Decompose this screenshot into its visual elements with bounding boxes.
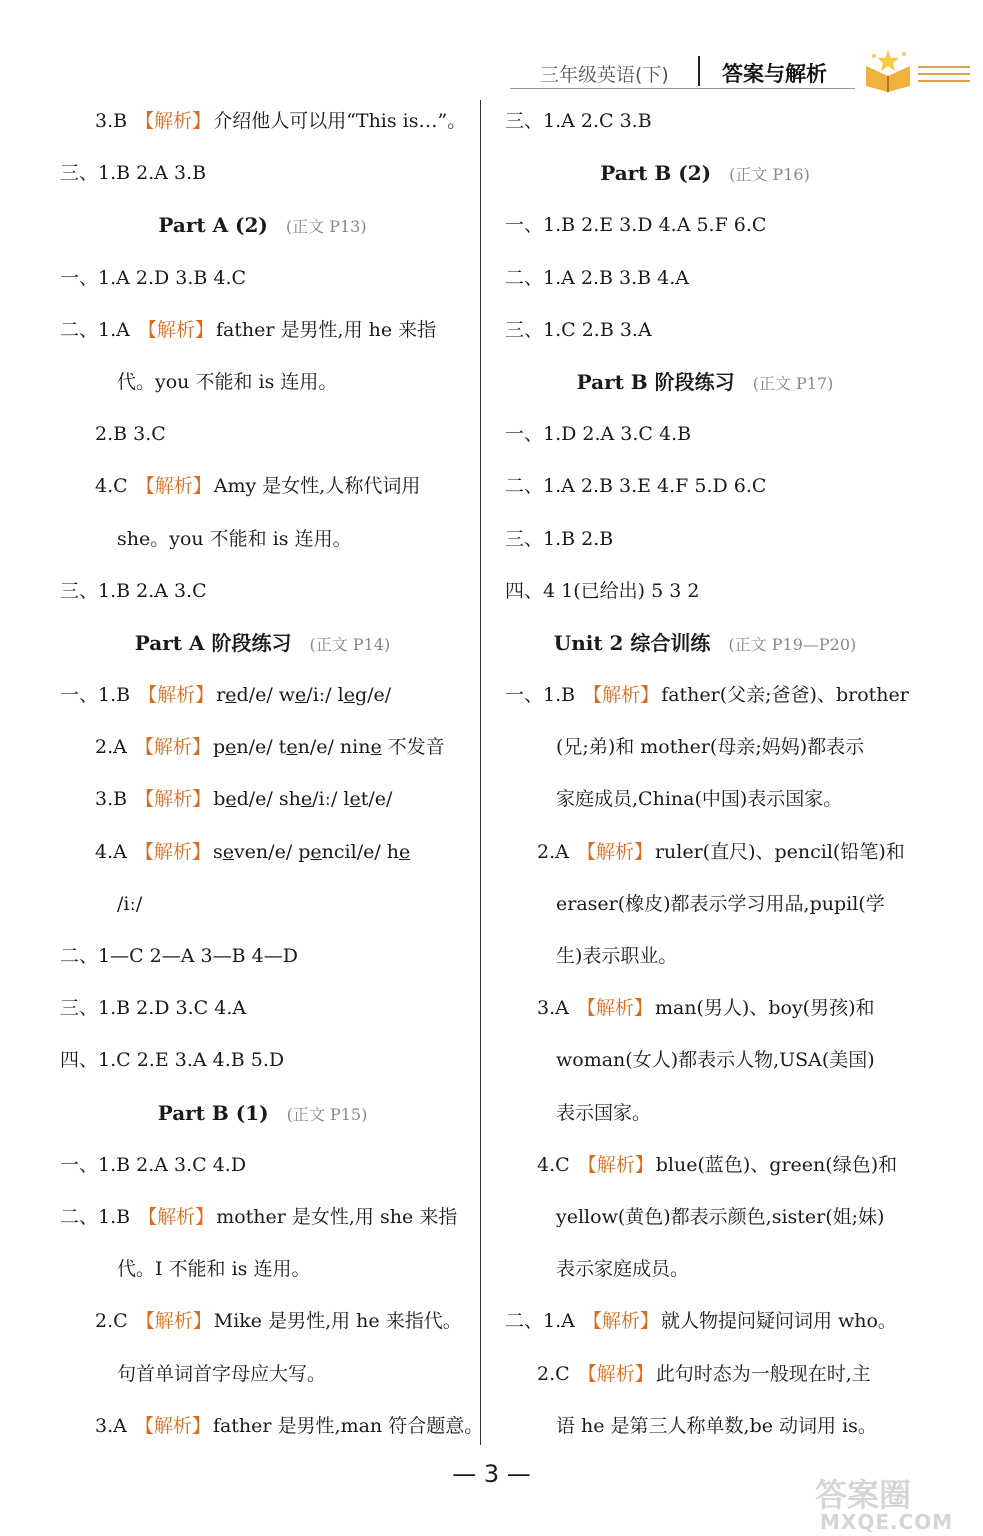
answer-text: 不发音 [381, 736, 445, 759]
answer-text: she。you 不能和 is 连用。 [117, 527, 352, 550]
answer-line [60, 1295, 465, 1347]
answer-text: /iː/ l [306, 684, 344, 707]
answer-text: b [213, 788, 226, 811]
answer-text: 二、1.A [505, 1310, 581, 1333]
answer-text: 四、4 1(已给出) 5 3 2 [505, 579, 700, 602]
answer-text: Part B (1) [157, 1100, 269, 1125]
answer-line [505, 1400, 905, 1452]
answer-text: 3.B [95, 110, 134, 132]
answer-text: 二、1.B [60, 1205, 137, 1228]
analysis-tag: 【 解析 】 [578, 1363, 654, 1385]
answer-text: 二、1.A 2.B 3.B 4.A [505, 266, 689, 289]
header-section: 答案与解析 [722, 62, 827, 86]
underlined-letter: e [310, 840, 322, 863]
answer-text: 此句时态为一般现在时,主 [655, 1362, 871, 1385]
answer-line [60, 1034, 465, 1086]
analysis-tag: 【 解析 】 [136, 475, 212, 497]
answer-text: 2.A [537, 840, 575, 863]
answer-text: d/e/ w [236, 684, 296, 707]
analysis-tag: 【 解析 】 [135, 110, 211, 132]
answer-text: father 是男性,用 he 来指 [215, 318, 437, 341]
answer-text: ven/e/ p [233, 840, 311, 863]
answer-line [60, 565, 465, 617]
answer-text: 3.B [95, 788, 134, 811]
answer-line [505, 721, 905, 773]
analysis-tag: 【 解析 】 [136, 1310, 212, 1332]
answer-text: 表示家庭成员。 [556, 1258, 690, 1281]
answer-text: p [212, 736, 226, 759]
answer-text: man(男人)、boy(男孩)和 [654, 997, 875, 1020]
answer-text: s [212, 840, 223, 863]
answer-line [505, 878, 905, 930]
answer-line [60, 826, 465, 878]
answer-text: Part A (2) [158, 213, 268, 238]
answer-text: Part B 阶段练习 [576, 369, 735, 394]
analysis-tag: 【 解析 】 [138, 319, 214, 341]
answer-text: father 是男性,man 符合题意。 [212, 1414, 484, 1437]
page-number: — 3 — [452, 1460, 531, 1488]
answer-text: Mike 是男性,用 he 来指代。 [213, 1310, 462, 1333]
underlined-letter: e [300, 788, 313, 811]
answer-text: eraser(橡皮)都表示学习用品,pupil(学 [556, 892, 885, 915]
answer-text: 2.C [537, 1362, 576, 1385]
watermark [815, 1470, 980, 1536]
answer-line [60, 982, 465, 1034]
answer-text: 2.A [95, 736, 133, 759]
answer-line [60, 356, 465, 408]
answer-line [505, 356, 905, 408]
answer-text: /iː/ [117, 892, 143, 915]
answer-line [60, 147, 465, 199]
answer-text: 三、1.B 2.A 3.B [60, 162, 207, 185]
underlined-letter: e [286, 736, 298, 759]
answer-text: 三、1.A 2.C 3.B [505, 110, 652, 132]
answer-text: n/e/ t [236, 736, 287, 759]
answer-line [60, 513, 465, 565]
answer-line [505, 669, 909, 721]
answer-text: 一、1.B 2.E 3.D 4.A 5.F 6.C [505, 214, 767, 237]
header-decor-lines [918, 66, 970, 87]
page-reference: (正文 P17) [752, 373, 834, 393]
answer-line [505, 982, 905, 1034]
answer-line [60, 408, 465, 460]
answer-text: ruler(直尺)、pencil(铅笔)和 [654, 840, 905, 863]
analysis-tag: 【 解析 】 [135, 736, 211, 758]
answer-line [60, 878, 465, 930]
answer-text: 二、1—C 2—A 3—B 4—D [60, 945, 298, 967]
answer-text: 句首单词首字母应大写。 [117, 1362, 327, 1385]
answer-text: blue(蓝色)、green(绿色)和 [655, 1153, 898, 1176]
answer-line [60, 252, 465, 304]
answer-text: mother 是女性,用 she 来指 [216, 1205, 458, 1228]
answer-text: Amy 是女性,人称代词用 [213, 475, 421, 498]
answer-line [505, 252, 905, 304]
answer-line [60, 773, 465, 825]
answer-line [505, 1087, 905, 1139]
answer-line [505, 513, 905, 565]
answer-line [60, 1243, 465, 1295]
analysis-tag: 【 解析 】 [135, 841, 211, 863]
answer-text: g/e/ [354, 684, 392, 707]
book-star-icon [862, 48, 914, 92]
analysis-tag: 【 解析 】 [577, 997, 653, 1019]
answer-text: 3.A [537, 997, 575, 1020]
answer-line [60, 1087, 465, 1139]
underlined-letter: e [225, 736, 237, 759]
answer-text: 3.A [95, 1414, 133, 1437]
page-reference: (正文 P16) [729, 165, 810, 185]
left-column [60, 95, 484, 1452]
answer-line [505, 95, 905, 147]
analysis-tag: 【 解析 】 [138, 684, 214, 706]
answer-text: /iː/ l [312, 788, 350, 811]
answer-text: 4.C [537, 1153, 576, 1176]
answer-line [60, 617, 465, 669]
underlined-letter: e [370, 736, 382, 759]
answer-line [505, 930, 905, 982]
underlined-letter: e [222, 840, 234, 863]
answer-text: 就人物提问疑问词用 who。 [660, 1310, 897, 1333]
answer-text: 四、1.C 2.E 3.A 4.B 5.D [60, 1049, 285, 1072]
answer-text: 三、1.B 2.D 3.C 4.A [60, 997, 247, 1020]
answer-text: 二、1.A 2.B 3.E 4.F 5.D 6.C [505, 475, 767, 498]
answer-line [60, 930, 465, 982]
answer-text: 一、1.B 2.A 3.C 4.D [60, 1153, 247, 1176]
analysis-tag: 【 解析 】 [578, 1154, 654, 1176]
answer-line [60, 669, 465, 721]
page-reference: (正文 P19—P20) [728, 634, 857, 654]
answer-text: 代。I 不能和 is 连用。 [117, 1258, 311, 1281]
analysis-tag: 【 解析 】 [135, 788, 211, 810]
page-reference: (正文 P14) [309, 634, 391, 654]
answer-text: 2.B 3.C [95, 423, 166, 446]
answer-line [505, 773, 905, 825]
answer-text: 4.A [95, 840, 133, 863]
answer-text: 代。you 不能和 is 连用。 [117, 370, 338, 393]
answer-line [60, 304, 465, 356]
underlined-letter: e [225, 788, 237, 811]
answer-line [505, 1191, 905, 1243]
page-reference: (正文 P13) [285, 217, 367, 237]
answer-line [505, 826, 905, 878]
analysis-tag: 【 解析 】 [577, 841, 653, 863]
analysis-tag: 【 解析 】 [583, 684, 659, 706]
header-separator [698, 56, 700, 86]
answer-text: 生)表示职业。 [556, 945, 678, 967]
answer-text: father(父亲;爸爸)、brother [661, 684, 909, 707]
answer-line [505, 1295, 905, 1347]
answer-line [60, 1139, 465, 1191]
answer-text: r [216, 684, 226, 707]
answer-line [505, 199, 905, 251]
answer-text: n/e/ nin [297, 736, 371, 759]
answer-line [505, 304, 905, 356]
underlined-letter: e [343, 684, 355, 707]
answer-line [505, 1348, 905, 1400]
answer-line [60, 199, 465, 251]
analysis-tag: 【 解析 】 [583, 1310, 659, 1332]
answer-line [505, 565, 905, 617]
answer-text: Part B (2) [600, 161, 712, 186]
header-rule [510, 88, 855, 89]
answer-text: 三、1.B 2.B [505, 527, 614, 550]
answer-text: 语 he 是第三人称单数,be 动词用 is。 [556, 1414, 877, 1437]
answer-line [505, 1034, 905, 1086]
answer-line [505, 1243, 905, 1295]
answer-text: 三、1.C 2.B 3.A [505, 318, 652, 341]
watermark-bottom: MXQE.COM [820, 1510, 954, 1534]
answer-text: Part A 阶段练习 [134, 630, 292, 655]
answer-text: 介绍他人可以用“This is…”。 [213, 110, 467, 132]
underlined-letter: e [349, 788, 361, 811]
answer-text: t/e/ [360, 788, 393, 811]
page-reference: (正文 P15) [286, 1104, 368, 1124]
answer-text: 一、1.B [60, 684, 137, 707]
answer-text: 家庭成员,China(中国)表示国家。 [556, 788, 843, 811]
underlined-letter: e [225, 684, 237, 707]
answer-text: 4.C [95, 475, 134, 498]
answer-line [60, 721, 465, 773]
answer-text: ncil/e/ h [321, 840, 400, 863]
answer-text: 表示国家。 [556, 1101, 652, 1124]
answer-text: d/e/ sh [236, 788, 301, 811]
answer-text: 三、1.B 2.A 3.C [60, 579, 207, 602]
answer-line [505, 147, 905, 199]
analysis-tag: 【 解析 】 [138, 1206, 214, 1228]
answer-line [60, 1400, 484, 1452]
page-header [500, 56, 970, 96]
answer-text: 一、1.B [505, 684, 582, 707]
answer-line [505, 408, 905, 460]
underlined-letter: e [399, 840, 411, 863]
answer-text: 一、1.D 2.A 3.C 4.B [505, 423, 692, 446]
answer-line [505, 460, 905, 512]
answer-line [60, 1191, 465, 1243]
answer-text: 二、1.A [60, 318, 136, 341]
answer-line [60, 95, 465, 147]
analysis-tag: 【 解析 】 [135, 1415, 211, 1437]
answer-text: Unit 2 综合训练 [553, 630, 711, 655]
answer-text: woman(女人)都表示人物,USA(美国) [556, 1049, 875, 1072]
answer-line [505, 1139, 905, 1191]
header-subject: 三年级英语(下) [540, 64, 669, 86]
answer-line [505, 617, 905, 669]
underlined-letter: e [295, 684, 307, 707]
right-column [505, 95, 909, 1452]
answer-line [60, 1348, 465, 1400]
watermark-top: 答案圈 [815, 1476, 912, 1514]
answer-text: 一、1.A 2.D 3.B 4.C [60, 266, 247, 289]
column-divider [480, 100, 481, 1445]
answer-line [60, 460, 465, 512]
answer-text: (兄;弟)和 mother(母亲;妈妈)都表示 [556, 736, 865, 759]
answer-text: yellow(黄色)都表示颜色,sister(姐;妹) [556, 1205, 885, 1228]
answer-text: 2.C [95, 1310, 134, 1333]
